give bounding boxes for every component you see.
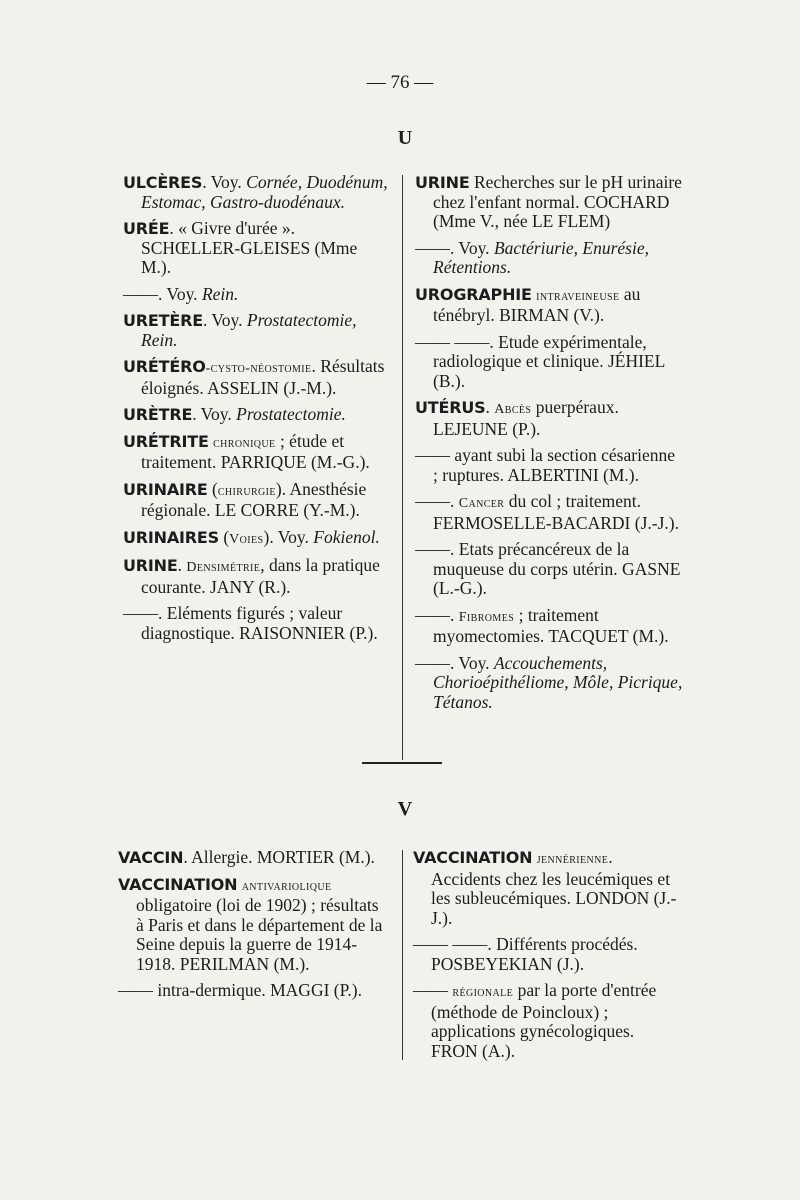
entry-text: puerpéraux. LEJEUNE (P.). bbox=[433, 397, 619, 439]
subheading-text: antivariolique bbox=[241, 878, 332, 894]
entry-headword: URINE bbox=[415, 173, 470, 192]
column-divider-u bbox=[402, 175, 403, 760]
index-entry bbox=[123, 604, 391, 643]
entry-text: ——. Eléments figurés ; valeur diagnostique. RAISONNIER (P.). bbox=[123, 603, 378, 643]
subheading-text: -cysto-néostomie bbox=[205, 361, 312, 376]
cross-reference: Prostatectomie, Rein. bbox=[141, 310, 357, 350]
entry-text: —— bbox=[413, 980, 453, 1000]
entry-headword: URÉTRITE bbox=[123, 431, 209, 451]
entry-headword: ULCÈRES bbox=[123, 173, 203, 192]
entry-text: —— intra-dermique. MAGGI (P.). bbox=[118, 980, 362, 1000]
index-entry bbox=[415, 239, 683, 278]
index-entry bbox=[123, 357, 391, 398]
index-entry bbox=[415, 398, 683, 439]
entry-text: . Résultats éloignés. ASSELIN (J.-M.). bbox=[141, 356, 385, 398]
section-letter-v: V bbox=[397, 798, 413, 820]
subheading-text: chirurgie bbox=[217, 483, 276, 499]
entry-text: . Voy. bbox=[202, 310, 247, 330]
entry-headword: URINAIRE bbox=[123, 479, 208, 499]
index-entry bbox=[118, 875, 390, 975]
entry-text: —— ——. Différents procédés. POSBEYEKIAN (J.). bbox=[413, 934, 638, 974]
index-entry bbox=[415, 285, 683, 326]
subheading-text: chronique bbox=[213, 435, 276, 451]
entry-text: . Allergie. MORTIER (M.). bbox=[183, 847, 375, 867]
index-entry bbox=[118, 848, 390, 868]
cross-reference: Bactériurie, Enurésie, Rétentions. bbox=[433, 237, 649, 277]
index-entry bbox=[413, 935, 685, 974]
entry-text: du col ; traitement. FERMOSELLE-BACARDI (J.-J.). bbox=[433, 491, 679, 533]
subheading-text: régionale bbox=[452, 985, 514, 1000]
entry-text: . bbox=[177, 555, 187, 575]
entry-text: par la porte d'entrée (méthode de Poincloux) ; applications gynécologiques. FRON (A.). bbox=[431, 980, 657, 1061]
column-v-right bbox=[413, 848, 685, 1068]
entry-text: —— ayant subi la section césarienne ; ruptures. ALBERTINI (M.). bbox=[415, 445, 675, 485]
index-entry bbox=[415, 333, 683, 392]
entry-text: ; traitement myomectomies. TACQUET (M.). bbox=[433, 604, 669, 646]
entry-text: . Voy. bbox=[192, 404, 237, 424]
section-letter-u: U bbox=[397, 127, 413, 149]
index-entry bbox=[118, 981, 390, 1001]
index-entry bbox=[123, 556, 391, 597]
entry-text: ). Voy. bbox=[263, 526, 314, 547]
entry-headword: VACCIN bbox=[118, 848, 184, 867]
entry-headword: URINAIRES bbox=[123, 527, 219, 547]
entry-text: ——. bbox=[415, 604, 459, 625]
index-entry bbox=[413, 848, 685, 928]
index-entry bbox=[415, 492, 683, 533]
subheading-text: jennérienne bbox=[536, 852, 609, 867]
cross-reference: Accouchements, Chorioépithéliome, Môle, Picrique, Tétanos. bbox=[433, 652, 683, 712]
entry-headword: VACCINATION bbox=[118, 874, 238, 894]
entry-headword: VACCINATION bbox=[413, 848, 533, 867]
entry-text: ——. Voy. bbox=[123, 283, 202, 304]
entry-headword: UROGRAPHIE bbox=[415, 284, 532, 304]
entry-text: ——. Etats précancéreux de la muqueuse du corps utérin. GASNE (L.-G.). bbox=[415, 539, 681, 598]
index-entry bbox=[123, 285, 391, 305]
entry-text: ——. Voy. bbox=[415, 237, 494, 258]
index-entry bbox=[123, 432, 391, 473]
subheading-text: Voies bbox=[229, 531, 264, 547]
entry-text: obligatoire (loi de 1902) ; résultats à Paris et dans le département de la Seine depuis la guerre de 1914-1918. PERILMAN (M.). bbox=[136, 895, 383, 974]
entry-headword: URETÈRE bbox=[123, 311, 203, 330]
cross-reference: Cornée, Duodénum, Estomac, Gastro-duodénaux. bbox=[141, 172, 388, 212]
index-entry bbox=[415, 654, 683, 713]
entry-headword: URÉTÉRO bbox=[123, 357, 206, 376]
entry-text: . « Givre d'urée ». SCHŒLLER-GLEISES (Mme M.). bbox=[141, 218, 358, 277]
entry-text: . bbox=[485, 397, 495, 417]
index-entry bbox=[415, 606, 683, 647]
page-number: — 76 — bbox=[366, 72, 434, 93]
entry-text: au ténébryl. BIRMAN (V.). bbox=[433, 283, 641, 325]
column-v-left bbox=[118, 848, 390, 1008]
index-entry bbox=[415, 446, 683, 485]
entry-text: ——. bbox=[415, 491, 459, 511]
index-entry bbox=[123, 528, 391, 550]
entry-text: . Voy. bbox=[202, 172, 247, 192]
column-u-left bbox=[123, 173, 391, 650]
subheading-text: Cancer bbox=[458, 496, 505, 511]
entry-text: —— ——. Etude expérimentale, radiologique et clinique. JÉHIEL (B.). bbox=[415, 331, 665, 391]
subheading-text: Densimétrie bbox=[186, 560, 261, 575]
column-divider-v bbox=[402, 850, 403, 1060]
index-entry bbox=[123, 173, 391, 212]
entry-text: Recherches sur le pH urinaire chez l'enfant normal. COCHARD (Mme V., née LE FLEM) bbox=[433, 172, 682, 231]
cross-reference: Fokienol. bbox=[313, 526, 380, 547]
index-entry bbox=[415, 173, 683, 232]
index-entry bbox=[123, 405, 391, 425]
subheading-text: intraveineuse bbox=[536, 288, 620, 304]
index-entry bbox=[415, 540, 683, 599]
index-entry bbox=[413, 981, 685, 1061]
entry-text: , dans la pratique courante. JANY (R.). bbox=[141, 555, 380, 597]
entry-headword: URINE bbox=[123, 556, 178, 575]
section-separator bbox=[362, 762, 442, 764]
cross-reference: Rein. bbox=[201, 283, 239, 304]
index-entry bbox=[123, 480, 391, 521]
subheading-text: Abcès bbox=[494, 402, 532, 417]
entry-text: ——. Voy. bbox=[415, 652, 494, 673]
index-entry bbox=[123, 219, 391, 278]
index-entry bbox=[123, 311, 391, 350]
entry-headword: URÈTRE bbox=[123, 405, 193, 424]
entry-headword: UTÉRUS bbox=[415, 398, 486, 417]
entry-text: ( bbox=[207, 478, 218, 499]
entry-text: . Accidents chez les leucémiques et les subleucémiques. LONDON (J.-J.). bbox=[431, 847, 677, 928]
entry-headword: URÉE bbox=[123, 219, 170, 238]
cross-reference: Prostatectomie. bbox=[236, 404, 346, 424]
entry-text: ). Anesthésie régionale. LE CORRE (Y.-M.). bbox=[141, 478, 367, 520]
subheading-text: Fibromes bbox=[458, 609, 515, 625]
entry-text: ; étude et traitement. PARRIQUE (M.-G.). bbox=[141, 430, 370, 472]
column-u-right bbox=[415, 173, 683, 719]
entry-text: ( bbox=[218, 526, 230, 547]
